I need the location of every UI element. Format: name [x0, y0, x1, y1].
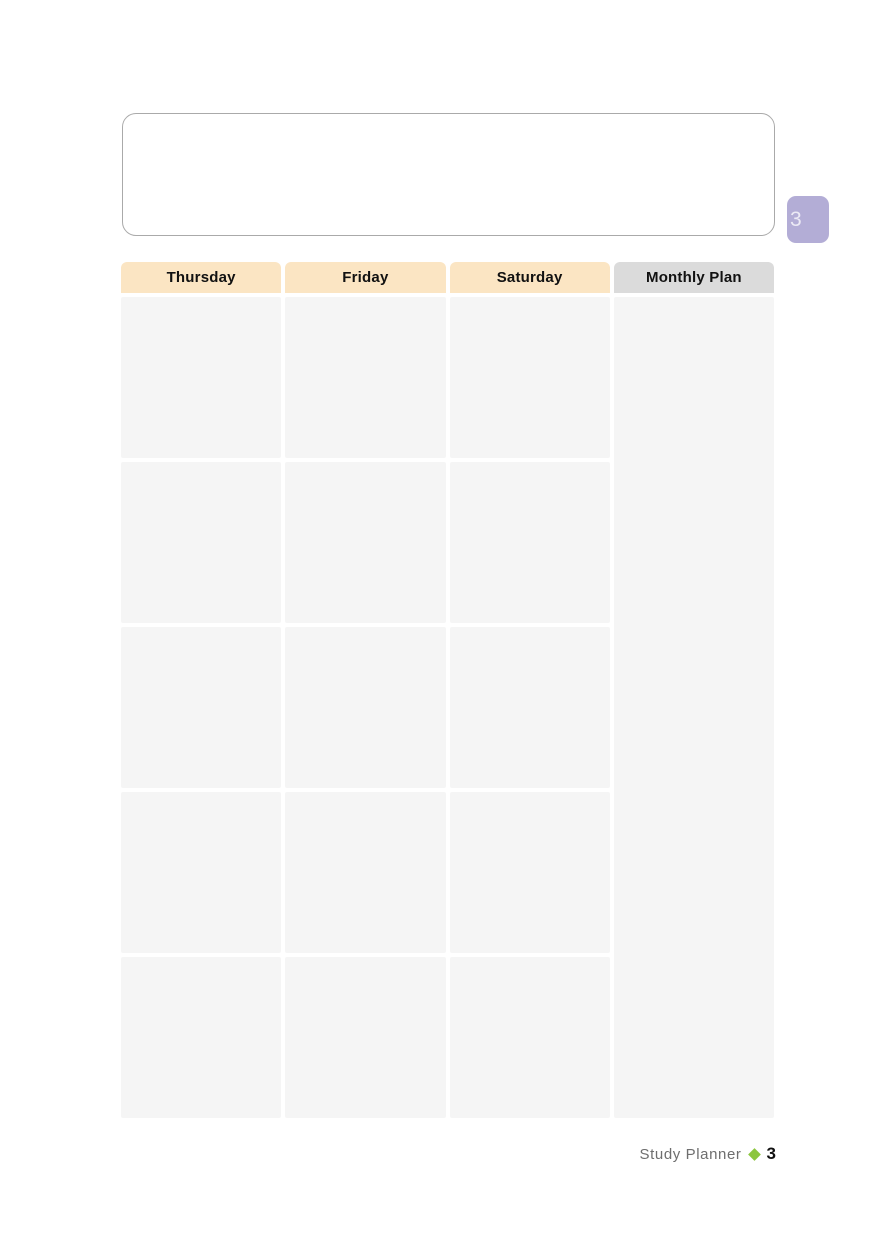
monthly-plan-cell	[614, 297, 774, 1118]
planner-cell	[121, 792, 281, 953]
notes-box	[122, 113, 775, 236]
planner-cell	[450, 297, 610, 458]
diamond-icon	[748, 1148, 761, 1161]
column-header-saturday: Saturday	[450, 262, 610, 293]
page-footer	[640, 1143, 777, 1165]
column-header-monthly-plan: Monthly Plan	[614, 262, 774, 293]
planner-cell	[285, 297, 445, 458]
planner-cell	[450, 462, 610, 623]
planner-cell	[121, 957, 281, 1118]
planner-cell	[285, 957, 445, 1118]
column-header-friday: Friday	[285, 262, 445, 293]
section-tab	[787, 196, 829, 243]
column-header-thursday: Thursday	[121, 262, 281, 293]
planner-grid	[121, 262, 774, 1118]
planner-cell	[285, 627, 445, 788]
footer-title: Study Planner	[639, 1145, 742, 1163]
planner-cell	[285, 792, 445, 953]
planner-cell	[450, 792, 610, 953]
planner-cell	[121, 627, 281, 788]
footer-page-number: 3	[766, 1144, 776, 1163]
planner-cell	[450, 627, 610, 788]
planner-cell	[450, 957, 610, 1118]
planner-cell	[121, 297, 281, 458]
planner-cell	[285, 462, 445, 623]
planner-cell	[121, 462, 281, 623]
section-tab-number: 3	[790, 208, 802, 231]
